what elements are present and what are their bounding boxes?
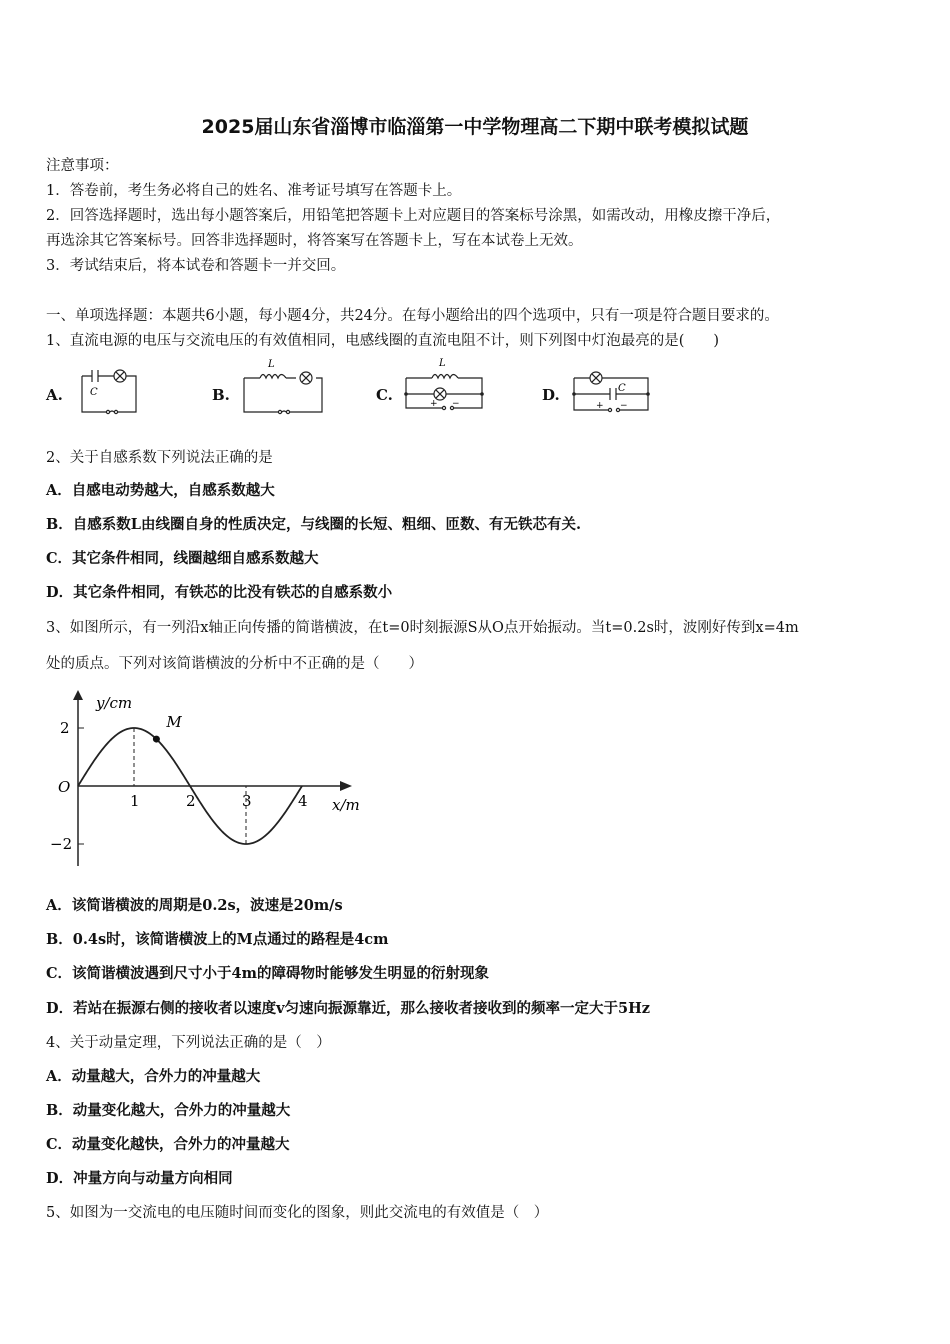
circuit-a-diagram (78, 362, 140, 418)
q3-option-d: D．若站在振源右侧的接收者以速度v匀速向振源靠近，那么接收者接收到的频率一定大于5Hz (46, 1000, 651, 1017)
circuit-d-diagram (570, 364, 654, 420)
point-m (153, 736, 160, 743)
x-tick-label: 4 (298, 792, 308, 810)
q4-stem: 4、关于动量定理，下列说法正确的是（ ） (46, 1035, 331, 1051)
minus-sign: − (620, 401, 628, 411)
origin-label: O (58, 778, 71, 796)
x-tick-label: 2 (186, 792, 196, 810)
y-axis-label: y/cm (96, 694, 133, 712)
q1-option-a: A. (46, 386, 63, 404)
notice-item: 再选涂其它答案标号。回答非选择题时，将答案写在答题卡上，写在本试卷上无效。 (46, 233, 583, 249)
capacitor-label: C (618, 383, 626, 394)
inductor-label: L (268, 359, 275, 370)
q1-stem: 1、直流电源的电压与交流电压的有效值相同，电感线圈的直流电阻不计，则下列图中灯泡最亮的是( ) (46, 333, 720, 349)
x-axis-arrow (340, 781, 352, 791)
junction-dot (572, 392, 576, 396)
section-heading: 一、单项选择题：本题共6小题，每小题4分，共24分。在每小题给出的四个选项中，只有一项是符合题目要求的。 (46, 308, 779, 324)
q2-option-a: A．自感电动势越大，自感系数越大 (46, 482, 275, 499)
q4-option-a: A．动量越大，合外力的冲量越大 (46, 1068, 261, 1085)
wave-graph (40, 686, 380, 876)
q3-stem-line1: 3、如图所示，有一列沿x轴正向传播的简谐横波，在t=0时刻振源S从O点开始振动。当t=0.2s时，波刚好传到x=4m (46, 620, 799, 636)
notice-heading: 注意事项： (46, 158, 119, 174)
q1-option-d: D. (542, 386, 560, 404)
notice-item: 2．回答选择题时，选出每小题答案后，用铅笔把答题卡上对应题目的答案标号涂黑，如需改动，用橡皮擦干净后， (46, 208, 781, 224)
q1-option-b: B. (212, 386, 230, 404)
y-tick-label: −2 (50, 835, 73, 853)
junction-dot (480, 392, 484, 396)
y-axis-arrow (73, 690, 83, 700)
capacitor-label: C (90, 387, 98, 398)
minus-sign: − (452, 399, 460, 409)
q2-option-c: C．其它条件相同，线圈越细自感系数越大 (46, 550, 319, 567)
x-axis-label: x/m (332, 796, 360, 814)
q2-option-d: D．其它条件相同，有铁芯的比没有铁芯的自感系数小 (46, 584, 393, 601)
notice-item: 3．考试结束后，将本试卷和答题卡一并交回。 (46, 258, 346, 274)
plus-sign: + (430, 399, 438, 409)
circuit-c-diagram (402, 356, 488, 420)
junction-dot (646, 392, 650, 396)
junction-dot (404, 392, 408, 396)
notice-item: 1．答卷前，考生务必将自己的姓名、准考证号填写在答题卡上。 (46, 183, 462, 199)
q3-option-c: C．该简谐横波遇到尺寸小于4m的障碍物时能够发生明显的衍射现象 (46, 965, 489, 982)
q2-stem: 2、关于自感系数下列说法正确的是 (46, 450, 273, 466)
q5-stem: 5、如图为一交流电的电压随时间而变化的图象，则此交流电的有效值是（ ） (46, 1205, 549, 1221)
q4-option-c: C．动量变化越快，合外力的冲量越大 (46, 1136, 290, 1153)
q3-option-a: A．该简谐横波的周期是0.2s，波速是20m/s (46, 897, 343, 914)
inductor-label: L (439, 358, 446, 369)
q1-option-c: C. (376, 386, 393, 404)
x-tick-label: 1 (130, 792, 140, 810)
circuit-b-diagram (240, 358, 326, 418)
point-m-label: M (166, 713, 182, 732)
y-tick-label: 2 (60, 719, 70, 737)
q2-option-b: B．自感系数L由线圈自身的性质决定，与线圈的长短、粗细、匝数、有无铁芯有关. (46, 516, 581, 533)
x-tick-label: 3 (242, 792, 252, 810)
q4-option-d: D．冲量方向与动量方向相同 (46, 1170, 233, 1187)
q3-stem-line2: 处的质点。下列对该简谐横波的分析中不正确的是（ ） (46, 656, 423, 672)
q4-option-b: B．动量变化越大，合外力的冲量越大 (46, 1102, 291, 1119)
page-title: 2025届山东省淄博市临淄第一中学物理高二下期中联考模拟试题 (201, 116, 749, 138)
q3-option-b: B．0.4s时，该简谐横波上的M点通过的路程是4cm (46, 931, 389, 948)
plus-sign: + (596, 401, 604, 411)
